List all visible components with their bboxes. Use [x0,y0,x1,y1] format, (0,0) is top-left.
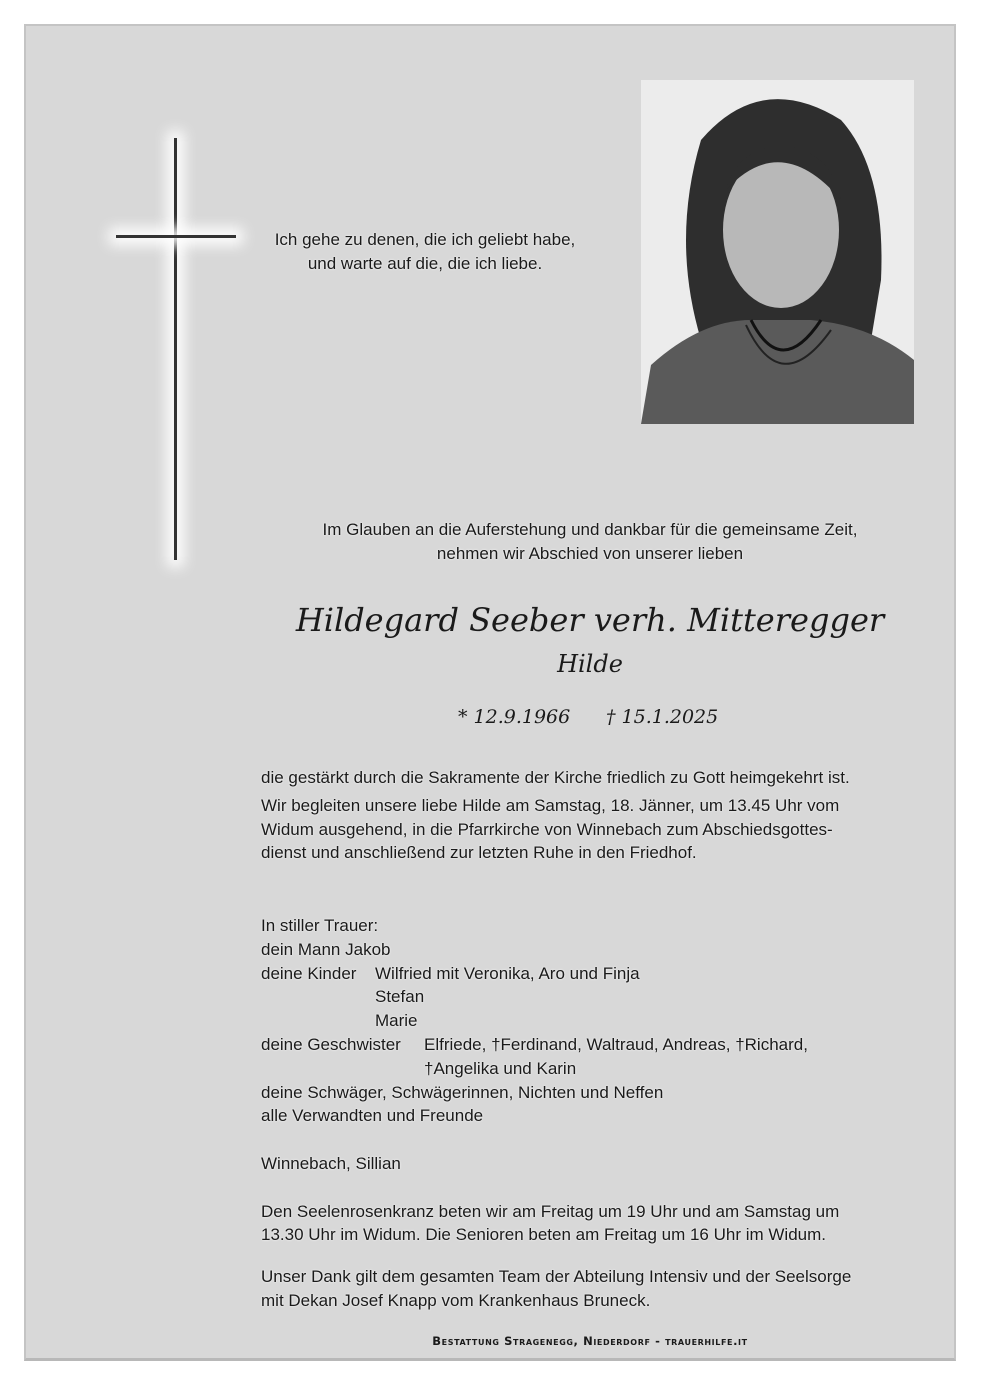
funeral-home-footer: Bestattung Stragenegg, Niederdorf - trauerhilfe.it [432,1334,748,1348]
mourners [261,914,941,1313]
child: Wilfried mit Veronika, Aro und Finja [375,963,640,983]
body-line: Wir begleiten unsere liebe Hilde am Samstag, 18. Jänner, um 13.45 Uhr vom [261,795,840,815]
portrait-photo [641,80,914,424]
rosary-line: 13.30 Uhr im Widum. Die Senioren beten am Freitag um 16 Uhr im Widum. [261,1225,826,1245]
mourner-line: alle Verwandten und Freunde [261,1106,484,1126]
body-line: Widum ausgehend, in die Pfarrkirche von Winnebach zum Abschiedsgottes- [261,819,833,839]
nickname: Hilde [557,650,623,678]
children-label: deine Kinder [261,963,357,983]
child: Stefan [375,987,425,1007]
intro-line: Im Glauben an die Auferstehung und dankbar für die gemeinsame Zeit, [322,520,858,539]
siblings-label: deine Geschwister [261,1034,401,1054]
mourner-line: dein Mann Jakob [261,939,391,959]
siblings: Elfriede, †Ferdinand, Waltraud, Andreas, †Richard, [424,1034,808,1054]
death-date: † 15.1.2025 [606,706,719,728]
mourners-heading: In stiller Trauer: [261,916,379,935]
body-line: dienst und anschließend zur letzten Ruhe in den Friedhof. [261,843,697,863]
intro-line: nehmen wir Abschied von unserer lieben [436,543,744,563]
place: Winnebach, Sillian [261,1153,401,1173]
thanks-line: mit Dekan Josef Knapp vom Krankenhaus Bruneck. [261,1290,651,1310]
body-line: die gestärkt durch die Sakramente der Kirche friedlich zu Gott heimgekehrt ist. [261,768,850,787]
body-text [261,766,850,865]
rosary-line: Den Seelenrosenkranz beten wir am Freitag um 19 Uhr und am Samstag um [261,1201,840,1221]
birth-date: * 12.9.1966 [458,706,571,728]
siblings: †Angelika und Karin [424,1058,577,1078]
children-row [261,962,941,986]
quote [250,228,600,276]
siblings-row [261,1033,941,1057]
intro-text [250,518,930,566]
mourner-line: deine Schwäger, Schwägerinnen, Nichten und Neffen [261,1082,664,1102]
child: Marie [375,1011,418,1031]
quote-line: Ich gehe zu denen, die ich geliebt habe, [274,230,576,249]
thanks-line: Unser Dank gilt dem gesamten Team der Abteilung Intensiv und der Seelsorge [261,1267,852,1287]
quote-line: und warte auf die, die ich liebe. [307,253,543,273]
deceased-name: Hildegard Seeber verh. Mitteregger [295,601,885,639]
